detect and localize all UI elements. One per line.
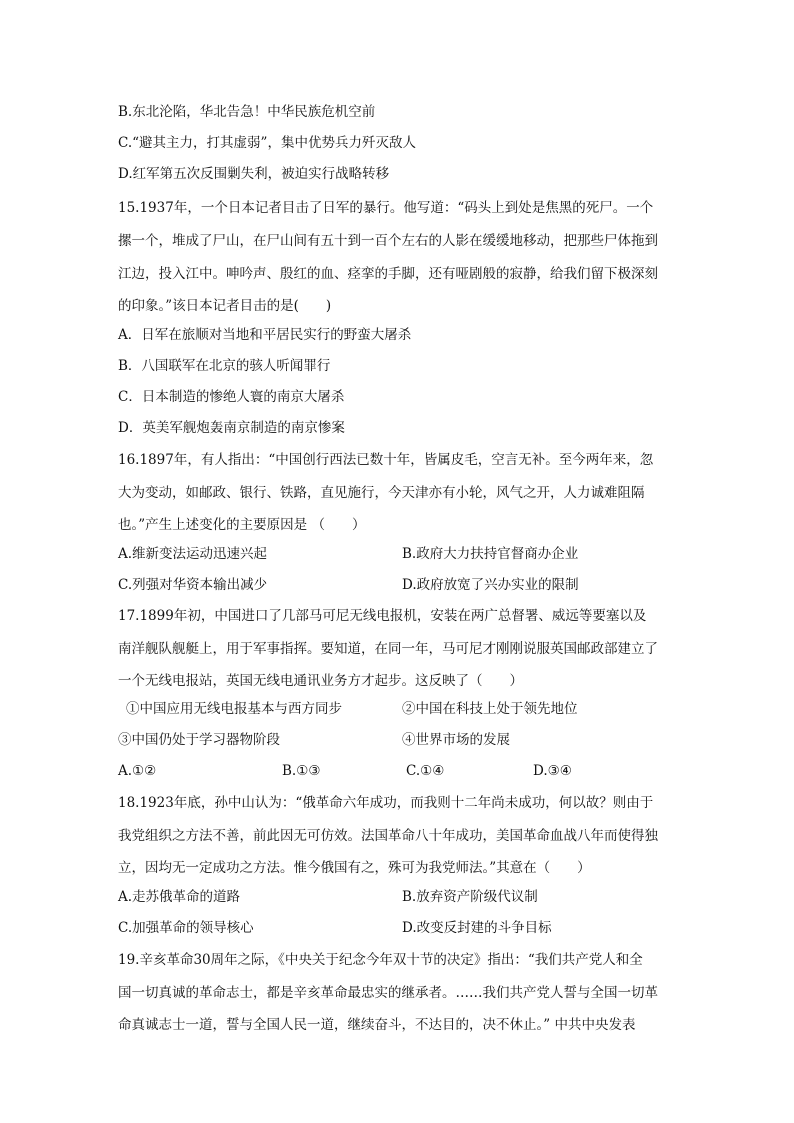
q18-option-a: A.走苏俄革命的道路 (118, 889, 241, 905)
q19-stem-line: 19.辛亥革命30周年之际，《中央关于纪念今年双十节的决定》指出：“我们共产党人和全 (118, 952, 643, 968)
q14-option-d: D.红军第五次反围剿失利，被迫实行战略转移 (118, 166, 390, 182)
q15-option-a: A．日军在旅顺对当地和平居民实行的野蛮大屠杀 (118, 327, 412, 343)
q15-stem-line: 15.1937年，一个日本记者目击了日军的暴行。他写道：“码头上到处是焦黑的死尸。一个 (118, 200, 654, 216)
q18-stem-line: 我党组织之方法不善，前此因无可仿效。法国革命八十年成功，美国革命血战八年而使得独 (118, 828, 658, 844)
q19-stem-line: 国一切真诚的革命志士，都是辛亥革命最忠实的继承者。……我们共产党人誓与全国一切革 (118, 985, 658, 1001)
q17-stem-line: 南洋舰队舰艇上，用于军事指挥。要知道，在同一年，马可尼才刚刚说服英国邮政部建立了 (118, 641, 658, 657)
q16-stem-line: 也。”产生上述变化的主要原因是 （ ） (118, 517, 366, 533)
q16-option-c: C.列强对华资本输出减少 (118, 577, 268, 593)
q18-option-d: D.改变反封建的斗争目标 (402, 920, 552, 936)
q16-option-a: A.维新变法运动迅速兴起 (118, 546, 268, 562)
q16-stem-line: 大为变动，如邮政、银行、铁路，直见施行，今天津亦有小轮，风气之开，人力诚难阻隔 (118, 485, 645, 501)
q14-option-c: C.“避其主力，打其虚弱”，集中优势兵力歼灭敌人 (118, 135, 416, 151)
q15-option-d: D．英美军舰炮轰南京制造的南京惨案 (118, 420, 345, 436)
q19-stem-line: 命真诚志士一道，誓与全国人民一道，继续奋斗，不达目的，决不休止。” 中共中央发表 (118, 1017, 636, 1033)
q17-stem-line: 一个无线电报站，英国无线电通讯业务方才起步。这反映了（ ） (118, 673, 523, 689)
q18-option-b: B.放弃资产阶级代议制 (402, 889, 538, 905)
q16-stem-line: 16.1897年，有人指出：“中国创行西法已数十年，皆属皮毛，空言无补。至今两年来，忽 (118, 452, 654, 468)
q17-stem-line: 17.1899年初，中国进口了几部马可尼无线电报机，安装在两广总督署、威远等要塞以及 (118, 608, 647, 624)
q15-stem-line: 江边，投入江中。呻吟声、殷红的血、痉挛的手脚，还有哑剧般的寂静，给我们留下极深刻 (118, 266, 658, 282)
q15-stem-line: 的印象。”该日本记者目击的是( ) (118, 298, 332, 314)
q18-stem-line: 立，因均无一定成功之方法。惟今俄国有之，殊可为我党师法。”其意在（ ） (118, 860, 591, 876)
q14-option-b: B.东北沦陷，华北告急！中华民族危机空前 (118, 104, 376, 120)
q17-option-d: D.③④ (533, 763, 572, 779)
q15-option-c: C．日本制造的惨绝人寰的南京大屠杀 (118, 389, 345, 405)
q17-statement-3: ③中国仍处于学习器物阶段 (118, 732, 280, 748)
q17-statement-1: ①中国应用无线电报基本与西方同步 (126, 701, 342, 717)
q17-option-b: B.①③ (282, 763, 321, 779)
q16-option-d: D.政府放宽了兴办实业的限制 (402, 577, 579, 593)
q15-option-b: B．八国联军在北京的骇人听闻罪行 (118, 358, 331, 374)
q17-option-c: C.①④ (406, 763, 445, 779)
q17-statement-2: ②中国在科技上处于领先地位 (402, 701, 578, 717)
q15-stem-line: 摞一个，堆成了尸山，在尸山间有五十到一百个左右的人影在缓缓地移动，把那些尸体拖到 (118, 233, 658, 249)
q18-option-c: C.加强革命的领导核心 (118, 920, 254, 936)
q16-option-b: B.政府大力扶持官督商办企业 (402, 546, 579, 562)
q18-stem-line: 18.1923年底，孙中山认为：“俄革命六年成功，而我则十二年尚未成功，何以故？则由于 (118, 795, 654, 811)
q17-statement-4: ④世界市场的发展 (402, 732, 510, 748)
q17-option-a: A.①② (118, 763, 157, 779)
